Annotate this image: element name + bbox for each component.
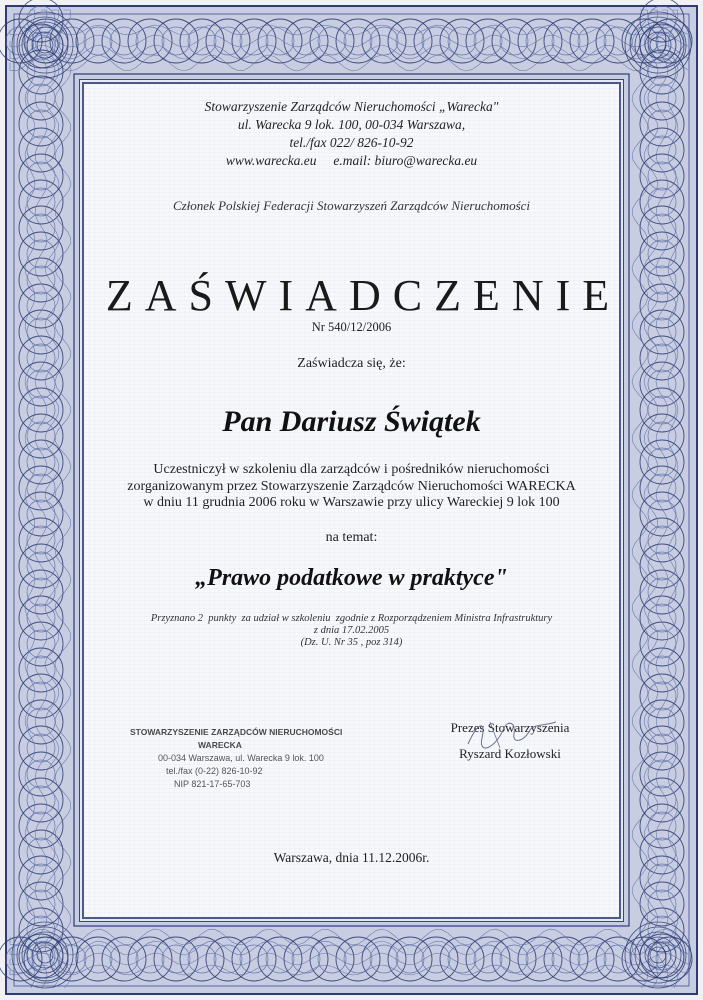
stamp-address: 00-034 Warszawa, ul. Warecka 9 lok. 100 <box>158 753 324 763</box>
org-phone: tel./fax 022/ 826-10-92 <box>289 135 414 150</box>
organization-stamp <box>130 726 380 791</box>
certificate-intro: Zaświadcza się, że: <box>297 356 406 371</box>
points-line: (Dz. U. Nr 35 , poz 314) <box>300 637 403 648</box>
body-line: w dniu 11 grudnia 2006 roku w Warszawie przy ulicy Wareckiej 9 lok 100 <box>143 495 560 510</box>
points-line: z dnia 17.02.2005 <box>313 625 390 636</box>
stamp-nip: NIP 821-17-65-703 <box>174 779 251 789</box>
topic-label: na temat: <box>325 530 378 545</box>
certificate-title: ZAŚWIADCZENIE <box>105 271 622 320</box>
org-web-email: www.warecka.eu e.mail: biuro@warecka.eu <box>225 153 478 168</box>
certificate-body <box>0 462 703 512</box>
stamp-name: STOWARZYSZENIE ZARZĄDCÓW NIERUCHOMOŚCI <box>130 727 343 737</box>
org-address: ul. Warecka 9 lok. 100, 00-034 Warszawa, <box>237 117 466 132</box>
body-line: zorganizowanym przez Stowarzyszenie Zarządców Nieruchomości WARECKA <box>127 478 576 494</box>
recipient-name: Pan Dariusz Świątek <box>222 405 481 438</box>
place-and-date: Warszawa, dnia 11.12.2006r. <box>273 850 430 865</box>
signature-name: Ryszard Kozłowski <box>459 746 561 761</box>
signature-block <box>420 712 600 761</box>
certificate-number: Nr 540/12/2006 <box>311 320 392 334</box>
training-topic: „Prawo podatkowe w praktyce" <box>195 565 508 591</box>
stamp-phone: tel./fax (0-22) 826-10-92 <box>166 766 263 776</box>
signature-role: Prezes Stowarzyszenia <box>450 720 570 735</box>
points-note <box>0 613 703 649</box>
points-line: Przyznano 2 punkty za udział w szkoleniu zgodnie z Rozporządzeniem Ministra Infrastruktury <box>150 613 553 624</box>
member-of: Członek Polskiej Federacji Stowarzyszeń Zarządców Nieruchomości <box>172 198 531 213</box>
org-header <box>0 98 703 170</box>
org-name: Stowarzyszenie Zarządców Nieruchomości „Warecka" <box>204 99 499 114</box>
stamp-name-2: WARECKA <box>198 740 242 750</box>
body-line: Uczestniczył w szkoleniu dla zarządców i pośredników nieruchomości <box>153 462 550 477</box>
